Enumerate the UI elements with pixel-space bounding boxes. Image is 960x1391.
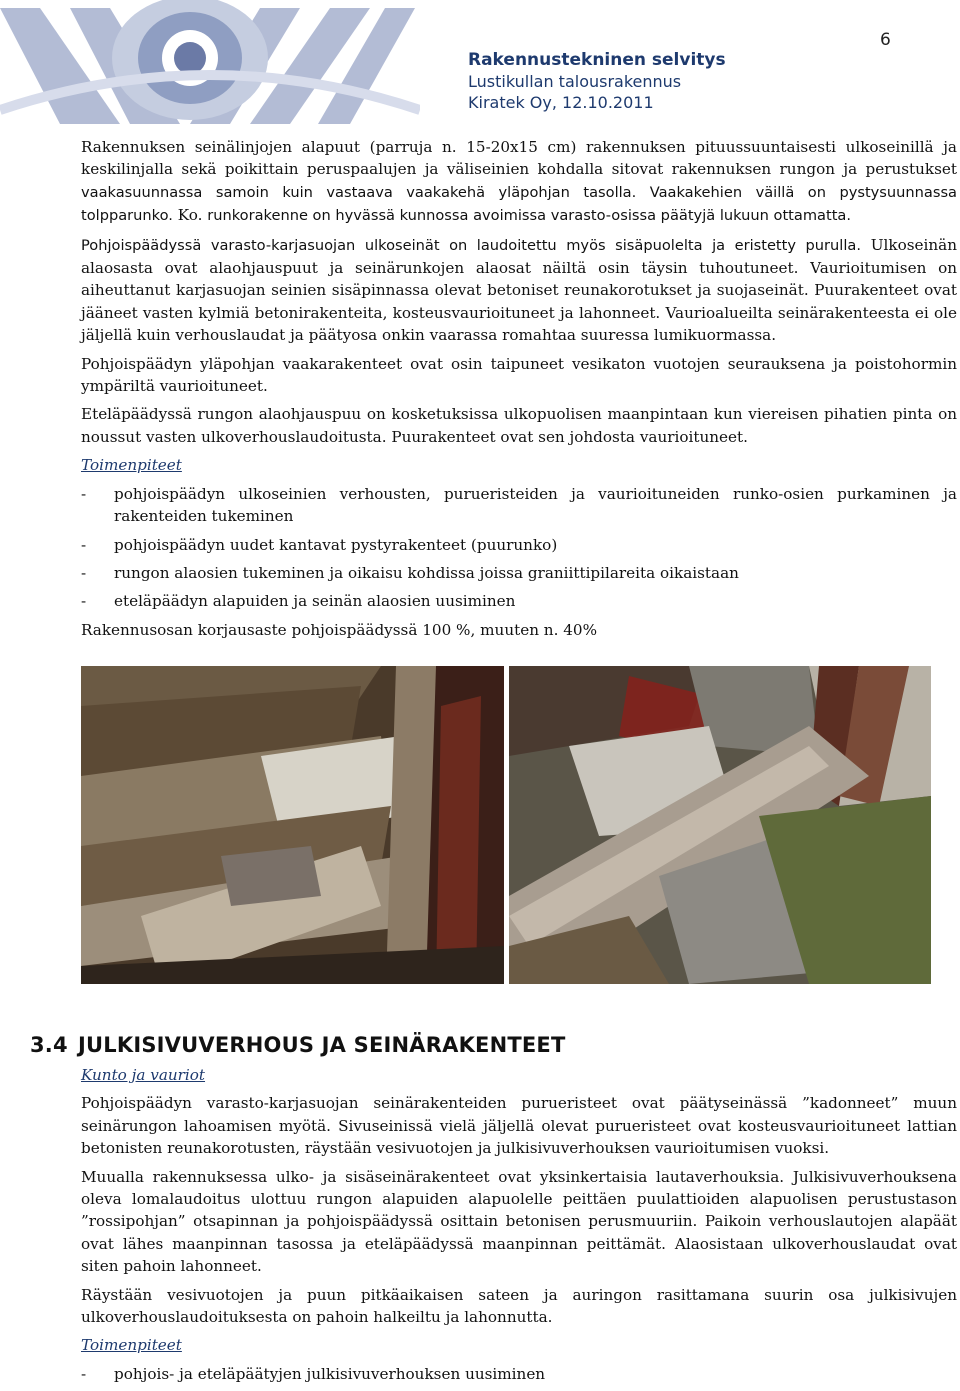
- list-item: - pohjoispäädyn uudet kantavat pystyrakenteet (puurunko): [81, 535, 558, 554]
- paragraph-structure: [81, 136, 957, 228]
- document-header: [468, 50, 726, 113]
- paragraph-text: Rakennuksen seinälinjojen alapuut (parruja n. 15-20x15 cm) rakennuksen pituussuuntaisesti ulkoseinillä ja keskilinjalla sekä poikittain peruspaalujen ja väliseinien kohdalla sitovat rakennuksen rungon ja perustukset: [81, 138, 957, 179]
- measures-heading: Toimenpiteet: [81, 1336, 182, 1355]
- paragraph-weathering: Räystään vesivuotojen ja puun pitkäaikaisen sateen ja auringon rasittamana suurin osa julkisivujen ulkoverhouslaudoituksesta on pahoin halkeiltu ja lahonnutta.: [81, 1285, 957, 1327]
- repair-rate: Rakennusosan korjausaste pohjoispäädyssä 100 %, muuten n. 40%: [81, 620, 597, 639]
- paragraph-insulation: Pohjoispäädyn varasto-karjasuojan seinärakenteiden purueristeet ovat päätyseinässä ”kadonneet” muun seinärungon lahoamisen myötä. Sivuseinissä vielä jäljellä olevat purueristeet ovat kosteusvaurioituneet lattian betonisten reunakorotusten, räystään vesivuotojen ja julkisivuverhouksen vaurioitumisen vuoksi.: [81, 1094, 957, 1158]
- paragraph-cladding: Muualla rakennuksessa ulko- ja sisäseinärakenteet ovat yksinkertaisia lautaverhouksia. Julkisivuverhouksena oleva lomalaudoitus ulottuu rungon alapuiden alapuolelle peittäen puulattioiden alapuolisen perustustason ”rossipohjan” otsapinnan ja pohjoispäädyssä osittain betonisen perusmuuriin. Paikoin verhouslautojen alapäät ovat lähes maanpinnan tasossa ja eteläpäädyssä maanpinnan peittämät. Alaosistaan ulkoverhouslaudat ovat siten pahoin lahonneet.: [81, 1167, 957, 1276]
- measures-heading: Toimenpiteet: [81, 456, 182, 475]
- list-item: - pohjoispäädyn ulkoseinien verhousten, purueristeiden ja vaurioituneiden runko-osien purkaminen ja rakenteiden tukeminen: [81, 484, 957, 526]
- page-number: 6: [880, 30, 891, 50]
- section-title: JULKISIVUVERHOUS JA SEINÄRAKENTEET: [78, 1033, 566, 1057]
- paragraph-text: Pohjoispäädyssä varasto-karjasuojan ulkoseinät on laudoitettu myös sisäpuolelta ja eristetty purulla.: [81, 236, 862, 254]
- section-a-body: [81, 136, 957, 647]
- company-date: Kiratek Oy, 12.10.2011: [468, 93, 654, 112]
- section-number: 3.4: [30, 1033, 68, 1057]
- eye-logo-icon: [0, 0, 420, 124]
- list-item: - eteläpäädyn alapuiden ja seinän alaosien uusiminen: [81, 592, 516, 611]
- paragraph-text: Ko.: [177, 206, 203, 225]
- paragraph-roof: Pohjoispäädyn yläpohjan vaakarakenteet ovat osin taipuneet vesikaton vuotojen seurauksena ja poistohormin ympäriltä vaurioituneet.: [81, 354, 957, 396]
- section-b-body: [81, 1064, 957, 1391]
- paragraph-south-gable: Eteläpäädyssä rungon alaohjauspuu on kosketuksissa ulkopuolisen maanpintaan kun viereisen pihatien pinta on noussut vasten ulkoverhouslaudoitusta. Puurakenteet ovat sen johdosta vaurioituneet.: [81, 405, 957, 446]
- paragraph-text: vaakasuunnassa samoin kuin vastaava vaakakehä yläpohjan tasolla. Vaakakehien väillä on pystysuunnassa tolpparunko.: [81, 183, 957, 225]
- paragraph-north-gable: [81, 234, 957, 347]
- document-title: Rakennustekninen selvitys: [468, 50, 726, 70]
- document-subtitle: Lustikullan talousrakennus: [468, 72, 682, 91]
- photo-damaged-beam: [509, 666, 931, 984]
- section-heading: [30, 1033, 566, 1057]
- photo-rotten-wall: [81, 666, 504, 984]
- list-item: - rungon alaosien tukeminen ja oikaisu kohdissa joissa graniittipilareita oikaistaan: [81, 563, 739, 582]
- paragraph-text: runkorakenne on hyvässä kunnossa avoimissa varasto-osissa päätyjä lukuun ottamatta.: [207, 207, 852, 225]
- list-item: - pohjois- ja eteläpäätyjen julkisivuverhouksen uusiminen: [81, 1364, 546, 1383]
- paragraph-text: Ulkoseinän alaosasta ovat alaohjauspuut ja seinärunkojen alaosat näiltä osin täysin tuhoutuneet. Vaurioitumisen on aiheuttanut karjasuojan seinien sisäpinnassa olevat betoniset reunakorotukset ja suojaseinät. Puurakenteet ovat jääneet vasten kylmiä betonirakenteita, kosteusvaurioituneet ja lahonneet. Vaurioalueilta seinärakenteesta ei ole jäljellä kuin verhouslaudat ja päätyosa onkin vaarassa romahtaa suuressa lumikuormassa.: [81, 235, 958, 345]
- condition-heading: Kunto ja vauriot: [81, 1066, 206, 1084]
